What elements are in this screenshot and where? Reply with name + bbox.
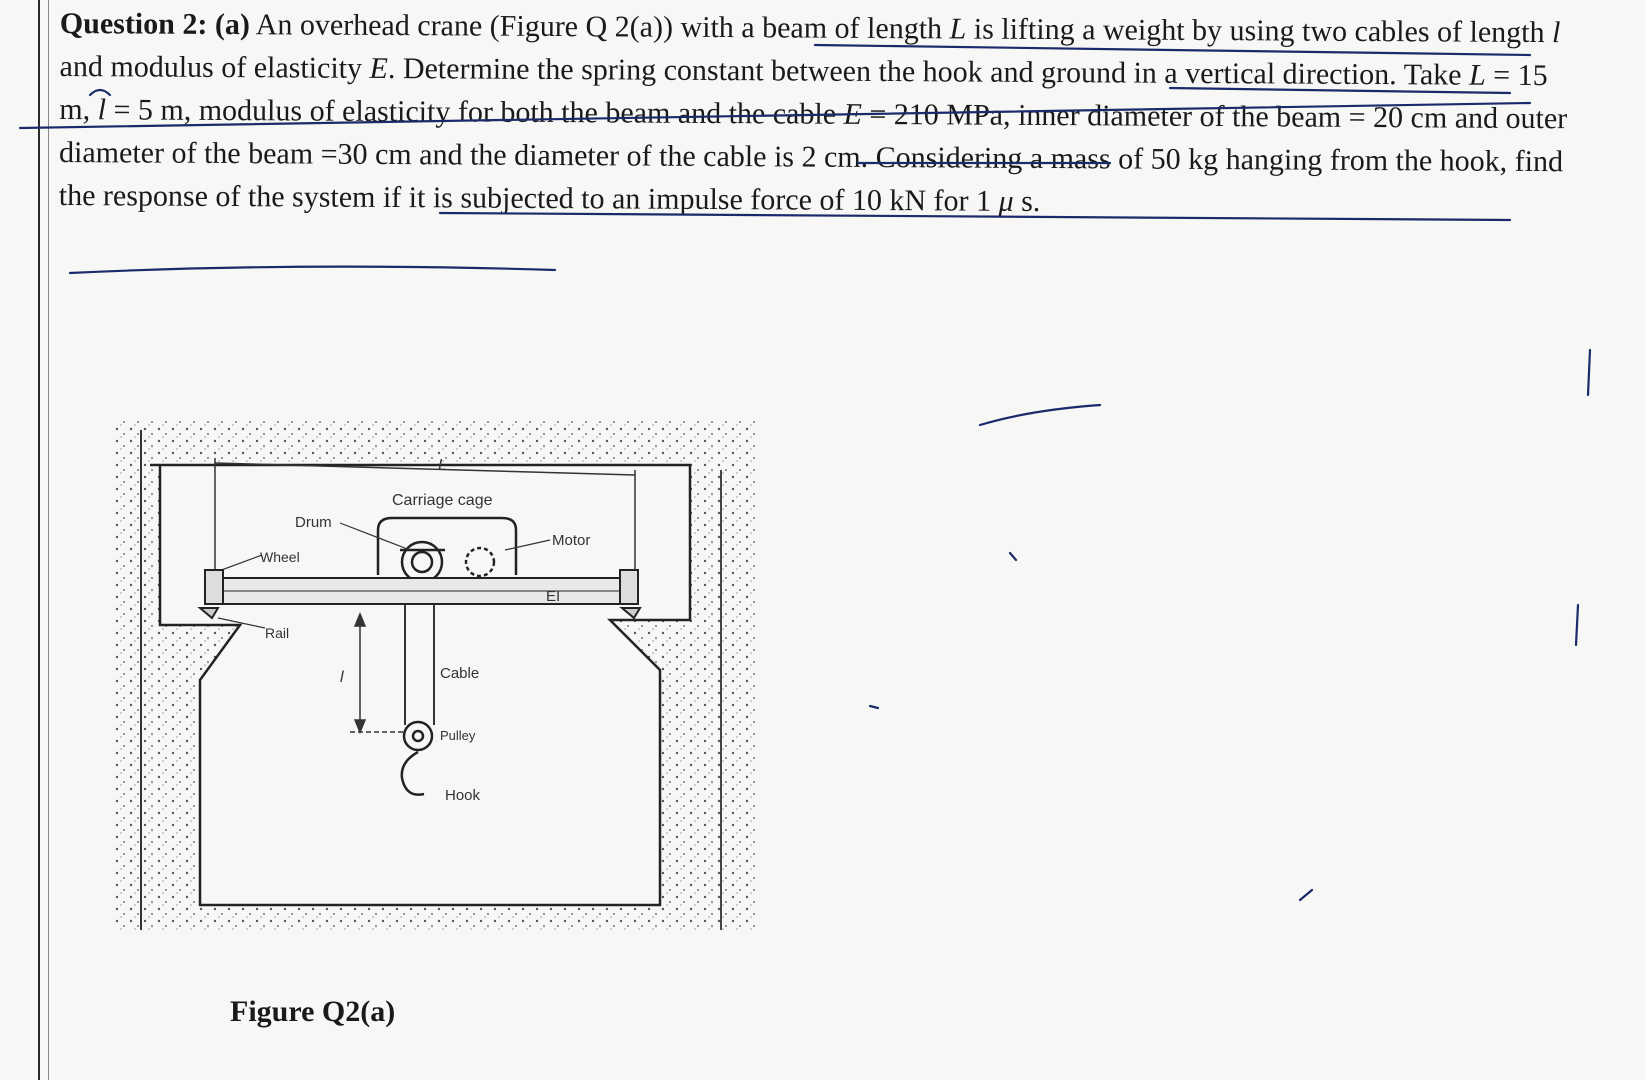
carriage-cage bbox=[378, 518, 516, 582]
question-text-run: s. bbox=[1013, 184, 1041, 218]
dimension-l bbox=[350, 614, 405, 732]
question-text-run: is lifting a weight by using two cables of length bbox=[966, 12, 1553, 50]
label-EI: EI bbox=[546, 588, 561, 605]
dimension-L bbox=[215, 458, 635, 590]
label-hook: Hook bbox=[445, 787, 481, 804]
label-carriage-cage: Carriage cage bbox=[392, 492, 493, 509]
question-text-run: = 5 m, modulus of elasticity for both the beam and the cable bbox=[105, 93, 844, 131]
label-wheel: Wheel bbox=[260, 549, 300, 565]
math-variable: μ bbox=[998, 184, 1014, 218]
math-variable: E bbox=[843, 97, 863, 131]
question-text-run: = 15 m, bbox=[59, 58, 1548, 127]
math-variable: l bbox=[97, 93, 107, 127]
label-l: l bbox=[340, 669, 344, 686]
crane-diagram bbox=[100, 390, 780, 950]
question-text-run: = 210 MPa, inner diameter of the beam = 20 cm and outer diameter of the beam =30 cm and the diameter of the cable is 2 cm. Considering a mass of 50 kg hanging from the hook, find the response of the system if it is subjected to an impulse force of 10 kN for 1 bbox=[58, 97, 1568, 218]
math-variable: E bbox=[369, 51, 388, 86]
math-variable: L bbox=[1468, 58, 1486, 92]
label-pulley: Pulley bbox=[440, 728, 476, 743]
crane-figure bbox=[100, 390, 780, 950]
label-L: L bbox=[438, 457, 447, 474]
question-part: (a) bbox=[214, 7, 250, 42]
page-margin-line bbox=[38, 0, 40, 1080]
question-number: Question 2: bbox=[59, 6, 208, 41]
figure-caption: Figure Q2(a) bbox=[230, 995, 396, 1028]
pulley-hook bbox=[402, 722, 432, 795]
question-text bbox=[59, 2, 1570, 226]
question-text-run: An overhead crane (Figure Q 2(a)) with a beam of length bbox=[249, 8, 950, 46]
label-motor: Motor bbox=[552, 532, 591, 549]
question-text-run: . Determine the spring constant between the hook and ground in a vertical direction. Take bbox=[387, 52, 1470, 92]
math-variable: L bbox=[949, 12, 967, 46]
question-body bbox=[59, 8, 1568, 218]
math-variable: l bbox=[1551, 16, 1561, 50]
page-margin-line-faint bbox=[48, 0, 49, 1080]
crane-beam bbox=[200, 570, 640, 618]
cables bbox=[405, 604, 434, 725]
label-drum: Drum bbox=[295, 514, 332, 531]
question-text-run: and modulus of elasticity bbox=[59, 49, 370, 85]
label-rail: Rail bbox=[265, 625, 290, 641]
label-cable: Cable bbox=[440, 665, 480, 682]
